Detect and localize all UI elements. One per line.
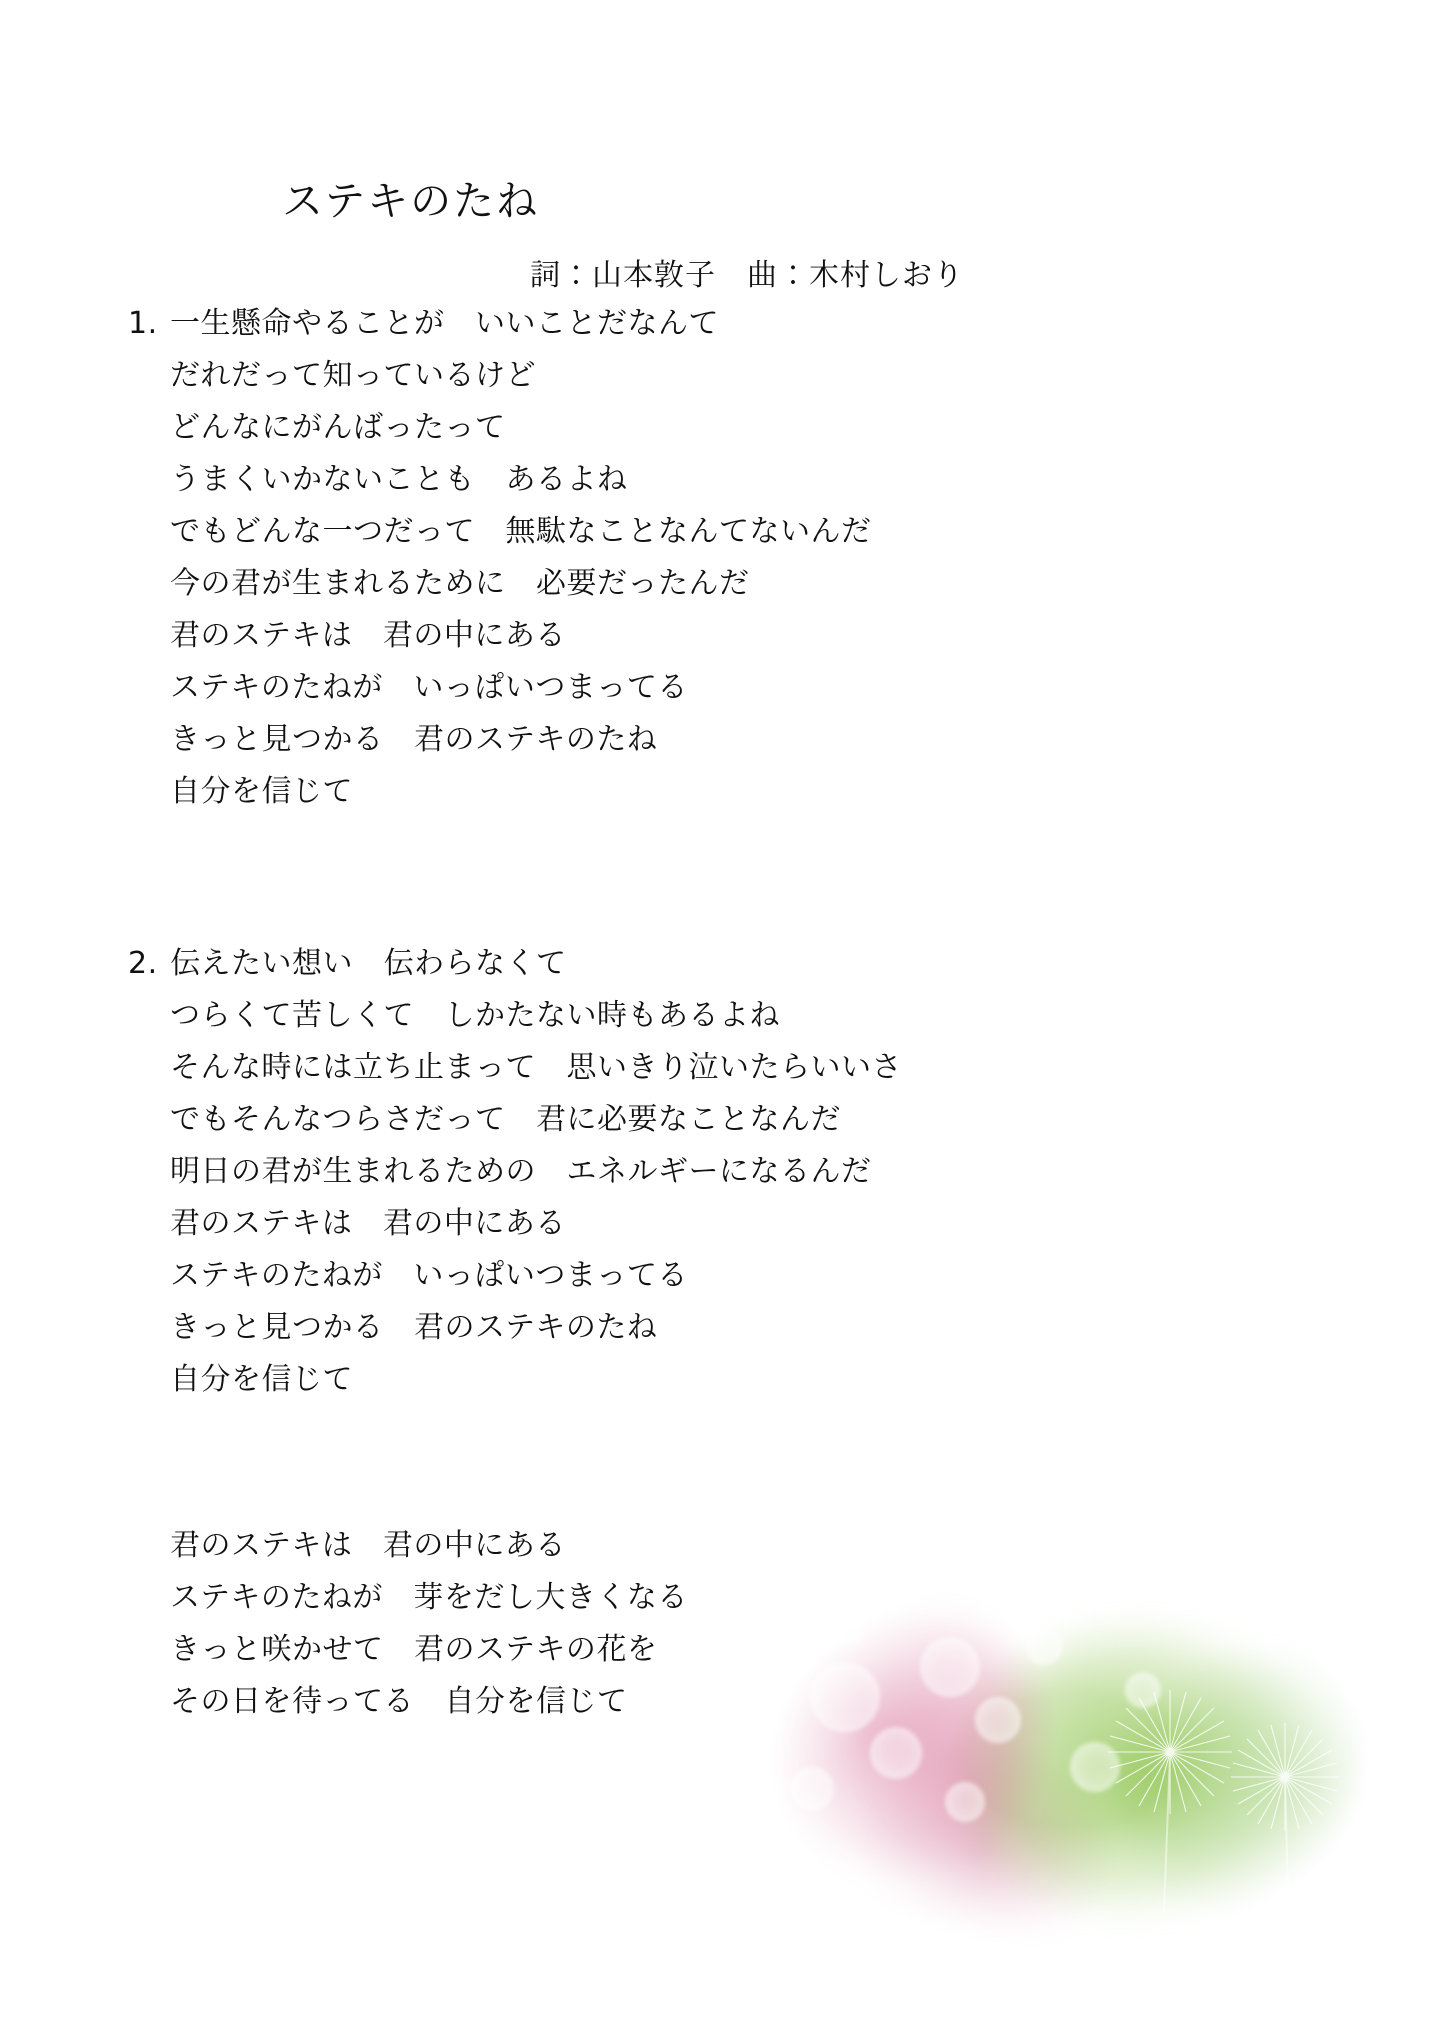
lyrics-text: 伝えたい想い 伝わらなくて xyxy=(170,946,567,981)
lyrics-text: 一生懸命やることが いいことだなんて xyxy=(170,306,719,341)
bokeh-color-wash xyxy=(770,1552,1370,1952)
lyrics-line: うまくいかないことも あるよね xyxy=(170,462,628,497)
lyrics-line: きっと見つかる 君のステキのたね xyxy=(170,722,658,757)
bokeh-circle xyxy=(790,1767,834,1811)
lyrics-line: そんな時には立ち止まって 思いきり泣いたらいいさ xyxy=(170,1050,902,1085)
lyrics-line: ステキのたねが 芽をだし大きくなる xyxy=(170,1580,688,1615)
lyrics-line: 君のステキは 君の中にある xyxy=(170,618,566,653)
dandelion-seedheads xyxy=(770,1552,1370,1952)
lyrics-line: 君のステキは 君の中にある xyxy=(170,1528,566,1563)
lyrics-verse-1 xyxy=(128,298,872,818)
lyrics-line xyxy=(128,298,872,350)
bokeh-circle xyxy=(810,1662,880,1732)
bokeh-circle xyxy=(870,1727,922,1779)
lyrics-line: どんなにがんばったって xyxy=(170,410,506,445)
lyrics-line: 君のステキは 君の中にある xyxy=(170,1206,566,1241)
lyrics-line: きっと咲かせて 君のステキの花を xyxy=(170,1632,658,1667)
bokeh-circle xyxy=(1070,1742,1120,1792)
dandelion-bokeh-image xyxy=(770,1552,1370,1952)
verse-number: 2. xyxy=(128,946,158,981)
lyrics-line: ステキのたねが いっぱいつまってる xyxy=(170,1258,688,1293)
credits-line: 詞：山本敦子 曲：木村しおり xyxy=(530,258,964,293)
lyrics-line: でもそんなつらさだって 君に必要なことなんだ xyxy=(170,1102,841,1137)
bokeh-circle xyxy=(920,1637,980,1697)
bokeh-circle xyxy=(1025,1627,1063,1665)
bokeh-circle xyxy=(1125,1672,1161,1708)
lyrics-verse-3 xyxy=(170,1520,688,1728)
bokeh-circle xyxy=(945,1782,985,1822)
verse-number: 1. xyxy=(128,306,158,341)
lyrics-line xyxy=(128,938,902,990)
bokeh-circle xyxy=(975,1697,1021,1743)
lyrics-line: 今の君が生まれるために 必要だったんだ xyxy=(170,566,750,601)
lyrics-line: だれだって知っているけど xyxy=(170,358,536,393)
page-title: ステキのたね xyxy=(282,177,540,225)
lyrics-line: 自分を信じて xyxy=(170,774,353,809)
lyrics-line: 明日の君が生まれるための エネルギーになるんだ xyxy=(170,1154,872,1189)
bokeh-circle xyxy=(830,1612,864,1646)
lyrics-line: でもどんな一つだって 無駄なことなんてないんだ xyxy=(170,514,872,549)
lyrics-line: その日を待ってる 自分を信じて xyxy=(170,1684,628,1719)
lyrics-line: ステキのたねが いっぱいつまってる xyxy=(170,670,688,705)
lyrics-line: 自分を信じて xyxy=(170,1362,353,1397)
lyrics-line: きっと見つかる 君のステキのたね xyxy=(170,1310,658,1345)
lyrics-line: つらくて苦しくて しかたない時もあるよね xyxy=(170,998,780,1033)
lyrics-verse-2 xyxy=(128,938,902,1406)
